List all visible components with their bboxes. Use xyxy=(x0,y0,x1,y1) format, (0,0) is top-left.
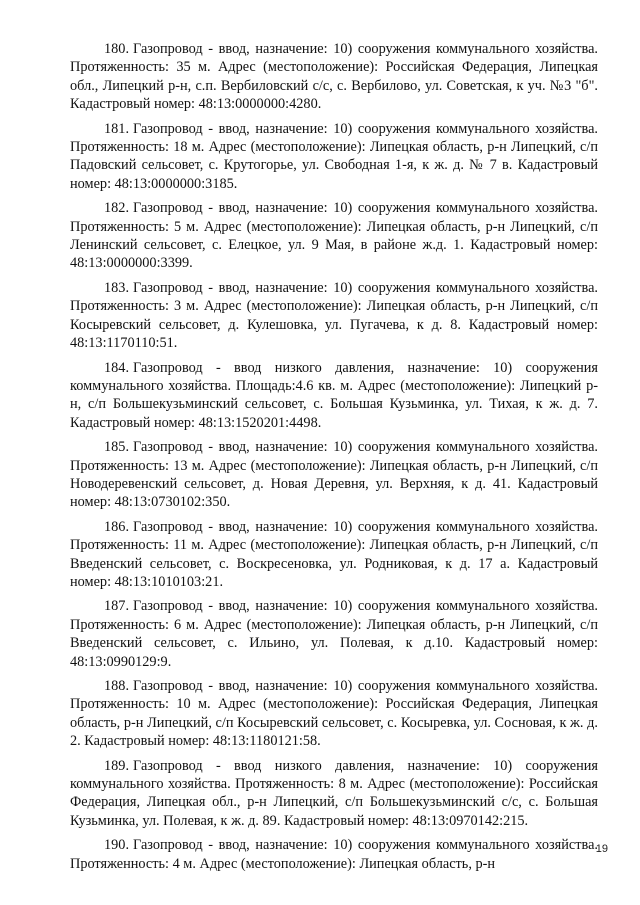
item-text: Газопровод - ввод, назначение: 10) сооружения коммунального хозяйства. Протяженность: 13 м. Адрес (местоположение): Липецкая область, р-н Липецкий, с/п Новодеревенский сельсовет, д. Новая Деревня, ул. Верхняя, к д. 41. Кадастровый номер: 48:13:0730102:350. xyxy=(70,439,598,511)
item-text: Газопровод - ввод, назначение: 10) сооружения коммунального хозяйства. Протяженность: 5 м. Адрес (местоположение): Липецкая область, р-н Липецкий, с/п Ленинский сельсовет, с. Елецкое, ул. 9 Мая, в районе ж.д. 1. Кадастровый номер: 48:13:0000000:3399. xyxy=(70,200,598,272)
list-item xyxy=(70,40,598,114)
item-text: Газопровод - ввод, назначение: 10) сооружения коммунального хозяйства. Протяженность: 4 м. Адрес (местоположение): Липецкая область, р-н xyxy=(70,837,598,872)
item-number: 189. xyxy=(104,757,130,774)
item-number: 181. xyxy=(104,120,130,137)
list-item xyxy=(70,836,598,873)
item-number: 180. xyxy=(104,41,130,57)
item-number: 188. xyxy=(104,678,130,694)
item-number: 182. xyxy=(104,200,130,217)
item-number: 185. xyxy=(104,439,130,456)
page-number: 19 xyxy=(595,843,608,855)
list-item xyxy=(70,359,598,433)
item-text: Газопровод - ввод, назначение: 10) сооружения коммунального хозяйства. Протяженность: 10 м. Адрес (местоположение): Российская Федерация, Липецкая область, р-н Липецкий, с/п Косыревский сельсовет, с. Косыревка, ул. Сосновая, к ж. д. 2. Кадастровый номер: 48:13:1180121:58. xyxy=(70,678,598,750)
list-item xyxy=(70,677,598,751)
item-text: Газопровод - ввод, назначение: 10) сооружения коммунального хозяйства. Протяженность: 18 м. Адрес (местоположение): Липецкая область, р-н Липецкий, с/п Падовский сельсовет, с. Крутогорье, ул. Свободная 1-я, к ж. д. № 7 в. Кадастровый номер: 48:13:0000000:3185. xyxy=(70,120,598,192)
list-item xyxy=(70,438,598,512)
list-item xyxy=(70,120,598,194)
document-page xyxy=(70,40,598,879)
item-text: Газопровод - ввод, назначение: 10) сооружения коммунального хозяйства. Протяженность: 3 м. Адрес (местоположение): Липецкая область, р-н Липецкий, с/п Косыревский сельсовет, д. Кулешовка, ул. Пугачева, к д. 8. Кадастровый номер: 48:13:1170110:51. xyxy=(70,279,598,352)
item-number: 186. xyxy=(104,518,130,535)
item-text: Газопровод - ввод низкого давления, назначение: 10) сооружения коммунального хозяйства. Протяженность: 8 м. Адрес (местоположение): Российская Федерация, Липецкая обл., р-н Липецкий, с/п Большекузьминский с/с, с. Большая Кузьминка, ул. Полевая, к ж. д. 89. Кадастровый номер: 48:13:0970142:215. xyxy=(70,757,598,829)
list-item xyxy=(70,199,598,273)
list-item xyxy=(70,597,598,671)
item-text: Газопровод - ввод, назначение: 10) сооружения коммунального хозяйства. Протяженность: 6 м. Адрес (местоположение): Липецкая область, р-н Липецкий, с/п Введенский сельсовет, с. Ильино, ул. Полевая, к д.10. Кадастровый номер: 48:13:0990129:9. xyxy=(70,598,598,670)
item-text: Газопровод - ввод низкого давления, назначение: 10) сооружения коммунального хозяйства. Площадь:4.6 кв. м. Адрес (местоположение): Липецкий р-н, с/п Большекузьминский сельсовет, с. Большая Кузьминка, ул. Тихая, к ж. д. 7. Кадастровый номер: 48:13:1520201:4498. xyxy=(70,359,598,431)
list-item xyxy=(70,518,598,592)
item-number: 190. xyxy=(104,837,130,854)
item-text: Газопровод - ввод, назначение: 10) сооружения коммунального хозяйства. Протяженность: 35 м. Адрес (местоположение): Российская Федерация, Липецкая обл., Липецкий р-н, с.п. Вербиловский с/с, с. Вербилово, ул. Советская, к уч. №3 "б". Кадастровый номер: 48:13:0000000:4280. xyxy=(70,41,598,113)
item-number: 183. xyxy=(104,279,130,296)
item-text: Газопровод - ввод, назначение: 10) сооружения коммунального хозяйства. Протяженность: 11 м. Адрес (местоположение): Липецкая область, р-н Липецкий, с/п Введенский сельсовет, с. Воскресеновка, ул. Родниковая, к д. 17 а. Кадастровый номер: 48:13:1010103:21. xyxy=(70,518,598,590)
list-item xyxy=(70,757,598,831)
item-number: 187. xyxy=(104,598,130,615)
item-number: 184. xyxy=(104,359,130,376)
list-item xyxy=(70,279,598,353)
